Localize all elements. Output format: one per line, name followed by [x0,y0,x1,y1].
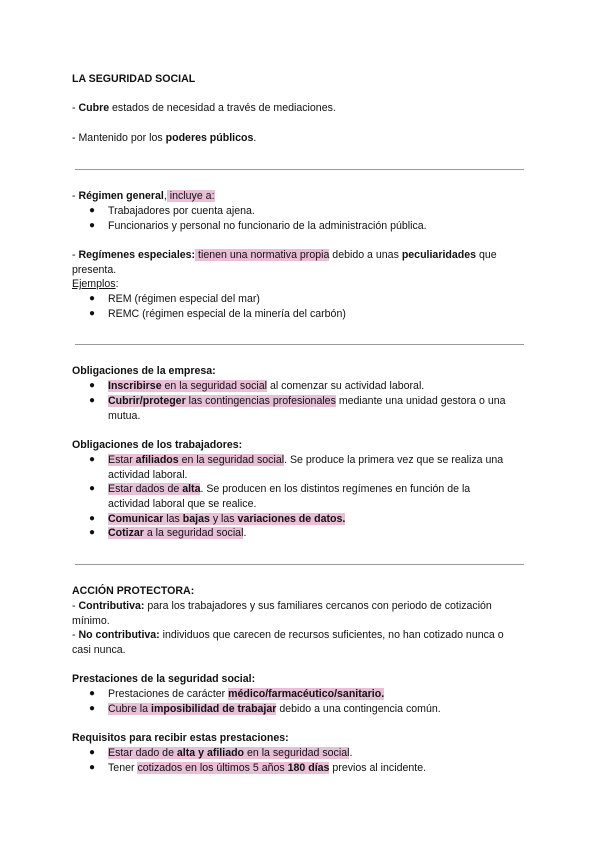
bullet-icon: ● [89,380,96,391]
text: al comenzar su actividad laboral. [267,380,425,392]
bold-text: Régimen general [78,190,164,202]
bullet-icon: ● [89,220,96,231]
bullet-icon: ● [89,762,96,773]
highlighted-bold-text: alta [182,483,201,495]
intro-cubre [72,101,336,115]
highlighted-bold-text: Inscribirse [108,380,162,392]
bullet-icon: ● [89,293,96,304]
bullet-icon: ● [89,483,96,494]
no-contributiva [72,628,504,642]
dash: - [72,102,79,114]
list-item [108,526,246,540]
requisitos-heading: Requisitos para recibir estas prestaciones: [72,732,289,744]
text: . Se producen en los distintos regímenes en función de la [200,483,471,495]
highlighted-bold-text: alta y afiliado [176,747,245,759]
bullet-icon: ● [89,703,96,714]
list-item [108,482,470,496]
dash: - [72,629,79,641]
prestaciones-heading: Prestaciones de la seguridad social: [72,673,256,685]
regimen-general [72,189,215,203]
highlighted-text: Cubre la [108,703,151,715]
list-item [108,746,352,760]
bullet-icon: ● [89,747,96,758]
text: individuos que carecen de recursos suficientes, no han cotizado nunca o [159,629,504,641]
text: para los trabajadores y sus familiares cercanos con periodo de cotización [144,600,492,612]
regimenes-especiales-cont: presenta. [72,264,117,276]
highlighted-text: las contingencias profesionales [185,395,336,407]
highlighted-bold-text: Cotizar [108,527,144,539]
dash: - [72,249,79,261]
underlined-text: Ejemplos [72,278,116,290]
list-item [108,761,426,775]
regimenes-especiales [72,248,497,262]
text: . Se produce la primera vez que se realiza una [284,454,504,466]
text: : [115,278,119,290]
highlighted-bold-text: imposibilidad de trabajar [151,703,277,715]
bullet-icon: ● [89,395,96,406]
text: debido a una contingencia común. [276,703,441,715]
contributiva-cont: mínimo. [72,615,110,627]
highlighted-text: incluye a: [166,190,215,202]
highlighted-text: cotizados en los últimos 5 años [137,762,288,774]
bold-text: Regímenes especiales: [78,249,196,261]
list-item-cont: actividad laboral que se realice. [108,498,257,510]
text: Tener [108,762,138,774]
bold-text: Contributiva: [78,600,145,612]
text: Prestaciones de carácter [108,688,229,700]
text: . [349,747,353,759]
list-item: REM (régimen especial del mar) [108,293,260,305]
text: . [253,132,257,144]
text: , [163,190,167,202]
highlighted-bold-text: médico/farmacéutico/sanitario. [228,688,385,700]
text: . [243,527,247,539]
text: mediante una unidad gestora o una [335,395,506,407]
list-item: REMC (régimen especial de la minería del carbón) [108,308,346,320]
highlighted-bold-text: bajas [182,513,210,525]
highlighted-text: y las [209,513,238,525]
highlighted-bold-text: Comunicar [108,513,164,525]
bullet-icon: ● [89,308,96,319]
intro-mantenido [72,131,256,145]
trabajadores-heading: Obligaciones de los trabajadores: [72,439,243,451]
list-item-cont: actividad laboral. [108,469,188,481]
empresa-heading: Obligaciones de la empresa: [72,365,216,377]
bullet-icon: ● [89,688,96,699]
list-item [108,394,506,408]
list-item [108,453,503,467]
page-title: LA SEGURIDAD SOCIAL [72,73,196,85]
bold-text: Cubre [78,102,110,114]
list-item [108,702,441,716]
highlighted-text: en la seguridad social [244,747,350,759]
bullet-icon: ● [89,527,96,538]
section-divider [75,564,524,565]
highlighted-text: a la seguridad social [143,527,244,539]
bullet-icon: ● [89,205,96,216]
dash: - [72,600,79,612]
highlighted-bold-text: variaciones de datos. [237,513,346,525]
list-item: Funcionarios y personal no funcionario de la administración pública. [108,220,427,232]
highlighted-text: Estar [108,454,136,466]
no-contributiva-cont: casi nunca. [72,644,126,656]
section-divider [75,344,524,345]
highlighted-text: en la seguridad social [178,454,285,466]
text: previos al incidente. [329,762,427,774]
list-item: Trabajadores por cuenta ajena. [108,205,255,217]
list-item [108,379,424,393]
list-item [108,512,345,526]
text: estados de necesidad a través de mediaciones. [109,102,336,114]
highlighted-text: las [163,513,183,525]
bullet-icon: ● [89,454,96,465]
list-item-cont: mutua. [108,410,141,422]
dash: - [72,190,79,202]
text: debido a unas [329,249,402,261]
highlighted-bold-text: afiliados [135,454,179,466]
ejemplos-label [72,277,119,291]
highlighted-text: tienen una normativa propia [195,249,330,261]
bold-text: poderes públicos [165,132,254,144]
text: - Mantenido por los [72,132,166,144]
highlighted-text: Estar dado de [108,747,177,759]
text: que [476,249,497,261]
bold-text: peculiaridades [401,249,476,261]
highlighted-bold-text: Cubrir/proteger [108,395,186,407]
highlighted-text: Estar dados de [108,483,183,495]
highlighted-bold-text: 180 días [287,762,330,774]
list-item [108,687,384,701]
contributiva [72,599,492,613]
highlighted-text: en la seguridad social [161,380,268,392]
bullet-icon: ● [89,513,96,524]
accion-heading: ACCIÓN PROTECTORA: [72,585,195,597]
bold-text: No contributiva: [78,629,160,641]
section-divider [75,169,524,170]
